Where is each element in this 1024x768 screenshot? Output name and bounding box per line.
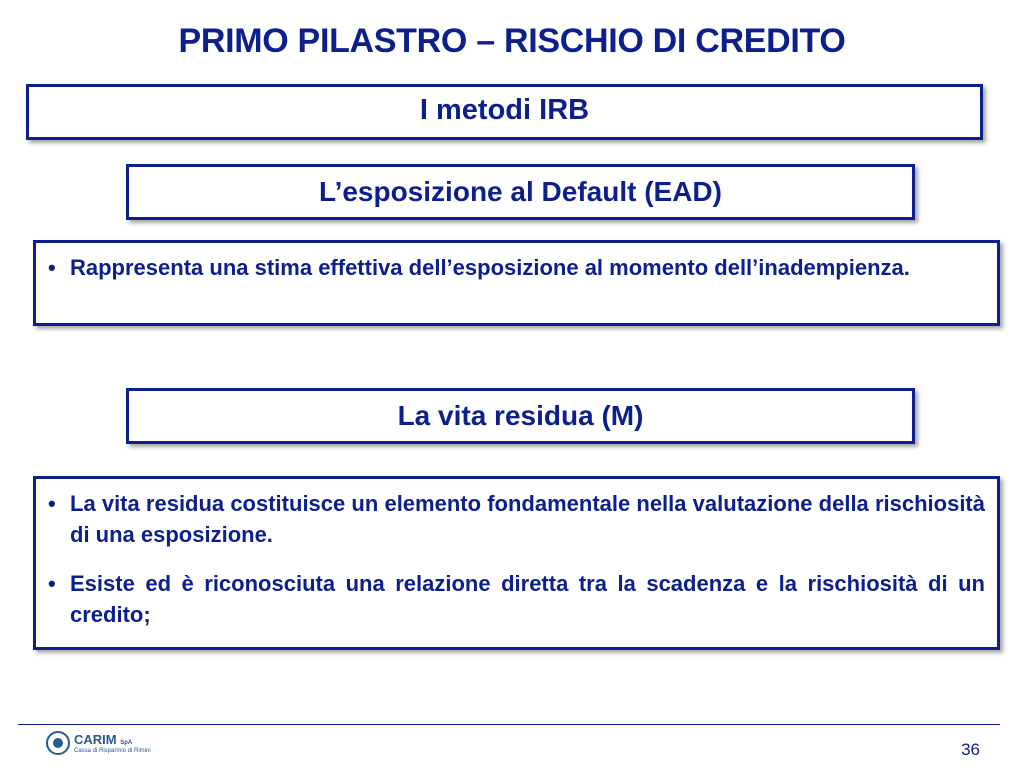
- bullet-item: • Rappresenta una stima effettiva dell’esposizione al momento dell’inadempienza.: [46, 252, 985, 283]
- subtitle-box: [26, 84, 983, 140]
- logo-tagline: Cassa di Risparmio di Rimini: [74, 747, 151, 754]
- bullet-list: [46, 488, 985, 630]
- section-content-ead: [33, 240, 1000, 326]
- slide-title: PRIMO PILASTRO – RISCHIO DI CREDITO: [178, 22, 846, 60]
- bullet-list: [46, 252, 985, 283]
- page-number: 36: [961, 740, 980, 759]
- section-heading-text: La vita residua (M): [397, 400, 644, 431]
- logo-name: CARIM SpA: [74, 731, 133, 747]
- bullet-item: • Esiste ed è riconosciuta una relazione diretta tra la scadenza e la rischiosità di un credito;: [46, 568, 985, 630]
- carim-logo: [46, 731, 151, 755]
- section-heading-text: L’esposizione al Default (EAD): [319, 176, 722, 207]
- bullet-item: • La vita residua costituisce un elemento fondamentale nella valutazione della rischiosità di una esposizione.: [46, 488, 985, 550]
- footer-divider: [18, 724, 1000, 725]
- section-heading-maturity: [126, 388, 915, 444]
- section-content-maturity: [33, 476, 1000, 650]
- carim-logo-icon: [46, 731, 70, 755]
- subtitle-text: I metodi IRB: [419, 93, 590, 126]
- section-heading-ead: [126, 164, 915, 220]
